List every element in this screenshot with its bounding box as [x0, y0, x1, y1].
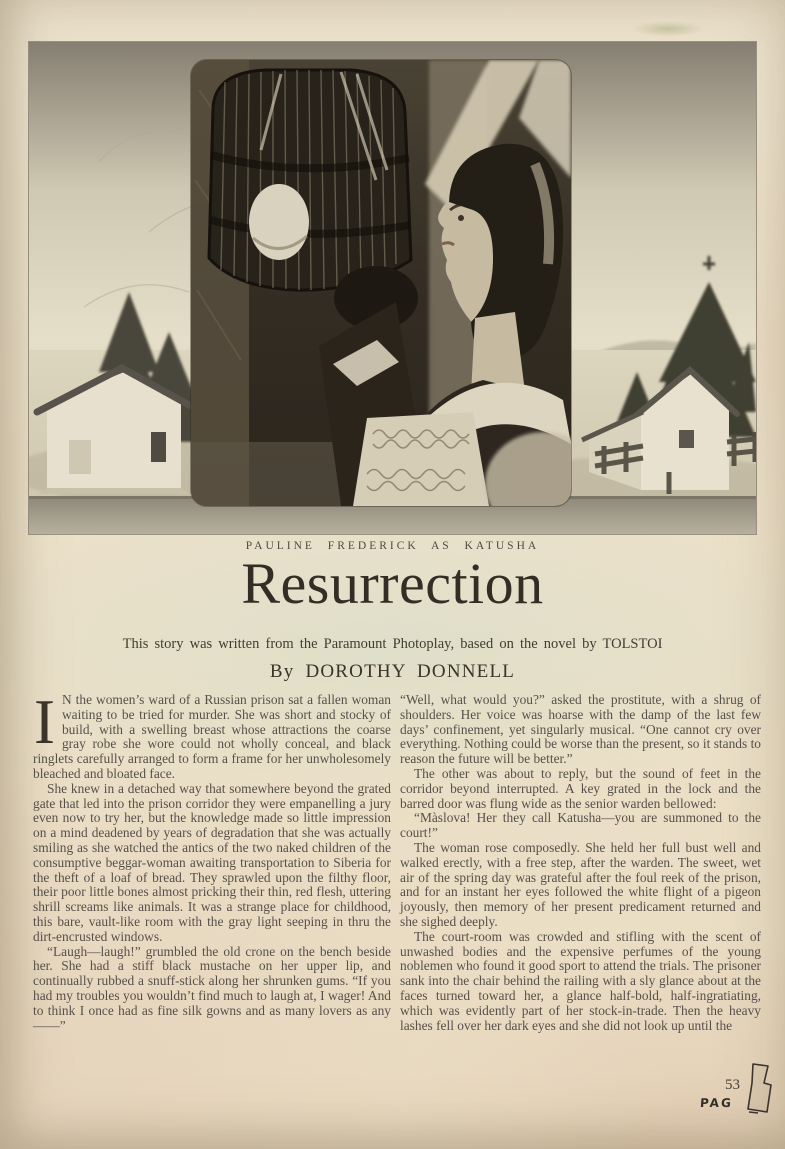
- paragraph: I N the women’s ward of a Russian prison sat a fallen woman waiting to be tried for murder. She was short and stocky of build, with a swelling breast whose attractions the coarse gray robe she wore could not wholly conceal, and black ringlets carefully arranged to form a frame for her unwholesomely bleached and bloated face.: [33, 687, 391, 781]
- paragraph: The woman rose composedly. She held her full bust well and walked erectly, with a free step, after the warden. The sweet, wet air of the spring day was grateful after the foul reek of the prison, and for an instant her eyes followed the white flight of a pigeon joyously, then memory of her present predicament returned and she sighed deeply.: [400, 839, 761, 929]
- story-title: Resurrection: [241, 551, 544, 616]
- photo-inset: [191, 60, 571, 506]
- left-column: [33, 687, 391, 1033]
- apron-shape: [353, 412, 489, 506]
- handwritten-flag-icon: [744, 1062, 776, 1116]
- paragraph: “Laugh—laugh!” grumbled the old crone on the bench beside her. She had a stiff black mustache on her upper lip, and continually rubbed a snuff-stick along her shrunken gums. “If you had my troubles you wouldn’t find much to laugh at, I wager! And to think I once had as fine silk gowns and as many lovers as any——”: [33, 943, 391, 1033]
- story-subtitle: This story was written from the Paramount Photoplay, based on the novel by TOLSTOI: [122, 636, 663, 652]
- right-column: [400, 693, 761, 1033]
- story-illustration: [29, 42, 756, 534]
- drop-cap: I: [34, 687, 55, 757]
- actress-photo: [191, 60, 571, 506]
- page-number: 53: [725, 1077, 740, 1093]
- paragraph: The court-room was crowded and stifling with the scent of unwashed bodies and the expensive perfumes of the young noblemen who found it good sport to attend the trials. The prisoner sank into the chair behind the railing with a sly glance about at the faces turned toward her, a glance half-bold, half-ingratiating, which was evidently part of her stock-in-trade. Then the heavy lashes fell over her dark eyes and she did not look up until the: [400, 928, 761, 1033]
- story-byline: By DOROTHY DONNELL: [269, 661, 516, 682]
- photo-caption: PAULINE FREDERICK AS KATUSHA: [245, 540, 540, 552]
- paragraph: “Màslova! Her they call Katusha—you are summoned to the court!”: [400, 810, 761, 841]
- birdcage-shape: [209, 70, 411, 290]
- paragraph: She knew in a detached way that somewhere beyond the grated gate that led into the prison corridor they were empanelling a jury even now to try her, but the knowledge made so little impression on a mind deadened by years of degradation that she was actually smiling as she watched the antics of the two naked children of the consumptive beggar-woman awaiting transportation to Siberia for the theft of a loaf of bread. They sprawled upon the filthy floor, their poor little bones almost pricking their thin, red flesh, uttering shrill screams like animals. It was a strange place for childhood, this bare, vault-like room with the gray light seeping in thru the dirt-encrusted windows.: [33, 780, 391, 944]
- paper-stain: [632, 21, 704, 37]
- paragraph: The other was about to reply, but the sound of feet in the corridor beyond interrupted. A key grated in the lock and the barred door was flung wide as the senior warden bellowed:: [400, 765, 761, 811]
- handwritten-page-mark: PAG: [699, 1096, 734, 1110]
- paragraph: “Well, what would you?” asked the prostitute, with a shrug of shoulders. Her voice was hoarse with the damp of the last few days’ confinement, yet singularly musical. “One cannot cry over everything. Nothing could be worse than the present, so it stands to reason the future will be better.”: [400, 692, 761, 767]
